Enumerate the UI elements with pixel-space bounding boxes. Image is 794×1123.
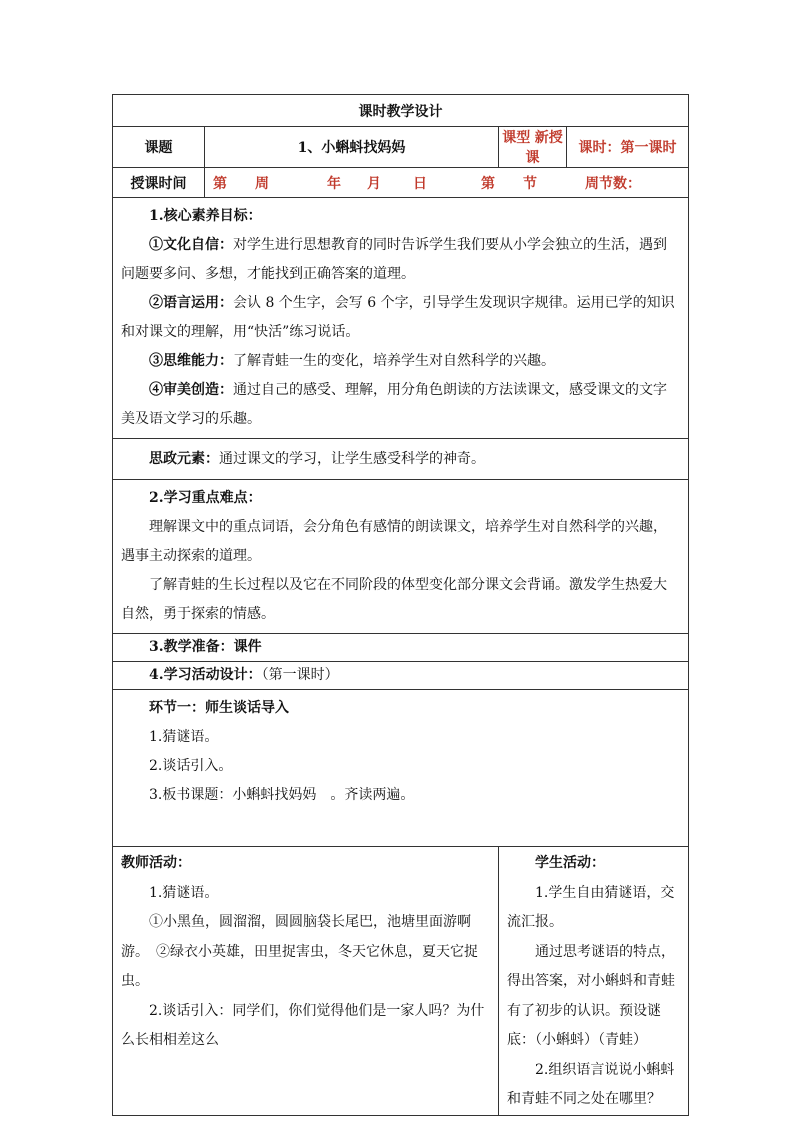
student-paragraph: 通过思考谜语的特点，得出答案，对小蝌蚪和青蛙有了初步的认识。预设谜底：（小蝌蚪）（青蛙） — [507, 943, 675, 1048]
ideology-label: 思政元素： — [149, 450, 219, 467]
list-item: 3.板书课题：小蝌蚪找妈妈 。齐读两遍。 — [149, 787, 415, 803]
ideology-section — [113, 439, 689, 480]
section-one — [113, 690, 689, 847]
page-title: 课时教学设计 — [113, 95, 689, 127]
time-day: 日 — [413, 175, 427, 192]
student-heading: 学生活动： — [535, 855, 605, 871]
ideology-text: 通过课文的学习，让学生感受科学的神奇。 — [219, 450, 485, 467]
goal-item: ①文化自信：对学生进行思想教育的同时告诉学生我们要从小学会独立的生活，遇到问题要多问、多想，才能找到正确答案的道理。 — [121, 237, 667, 282]
section-one-heading: 环节一：师生谈话导入 — [149, 700, 289, 716]
keypoints-section — [113, 480, 689, 634]
lesson-type — [499, 127, 567, 168]
list-item: 2.谈话引入。 — [149, 758, 233, 774]
period-value: 课时：第一课时 — [567, 127, 689, 168]
time-weekday: 周节数： — [585, 175, 641, 192]
lesson-title: 1、小蝌蚪找妈妈 — [205, 127, 499, 168]
goal-item: ②语言运用：会认 8 个生字，会写 6 个字，引导学生发现识字规律。运用已学的知识和对课文的理解，用“快活”练习说话。 — [121, 295, 675, 340]
topic-label: 课题 — [113, 127, 205, 168]
type-value: 新授课 — [525, 130, 563, 166]
time-row — [205, 168, 689, 198]
student-paragraph: 2.组织语言说说小蝌蚪和青蛙不同之处在哪里？ — [507, 1061, 675, 1107]
core-goals-section — [113, 198, 689, 439]
student-activity — [499, 847, 689, 1116]
time-label: 授课时间 — [113, 168, 205, 198]
keypoints-heading: 2.学习重点难点： — [149, 490, 262, 506]
type-label: 课型 — [502, 130, 531, 146]
time-month: 月 — [367, 175, 381, 192]
design-value: （第一课时） — [261, 667, 339, 683]
teacher-paragraph: 1.猜谜语。 — [149, 884, 219, 901]
time-year: 年 — [327, 175, 341, 192]
design-label: 4.学习活动设计： — [149, 667, 262, 683]
prep-value: 课件 — [233, 639, 262, 655]
list-item: 1.猜谜语。 — [149, 729, 219, 745]
lesson-plan-table — [112, 94, 689, 1116]
prep-section — [113, 634, 689, 662]
teacher-paragraph: 2.谈话引入：同学们，你们觉得他们是一家人吗？为什么长相相差这么 — [121, 1002, 485, 1048]
time-section: 第 节 — [481, 175, 537, 192]
goals-heading: 1.核心素养目标： — [149, 208, 262, 224]
lesson-plan-sheet — [112, 94, 688, 1116]
student-paragraph: 1.学生自由猜谜语，交流汇报。 — [507, 884, 675, 930]
keypoints-paragraph: 了解青蛙的生长过程以及它在不同阶段的体型变化部分课文会背诵。激发学生热爱大自然，勇于探索的情感。 — [121, 577, 667, 622]
teacher-heading: 教师活动： — [121, 855, 191, 871]
teacher-activity — [113, 847, 499, 1116]
prep-label: 3.教学准备： — [149, 639, 234, 655]
time-week: 第 周 — [213, 175, 269, 192]
teacher-paragraph: ①小黑鱼，圆溜溜，圆圆脑袋长尾巴，池塘里面游啊游。 ②绿衣小英雄，田里捉害虫，冬天它休息，夏天它捉虫。 — [121, 914, 478, 989]
keypoints-paragraph: 理解课文中的重点词语，会分角色有感情的朗读课文，培养学生对自然科学的兴趣，遇事主动探索的道理。 — [121, 519, 667, 564]
goal-item: ④审美创造：通过自己的感受、理解，用分角色朗读的方法读课文，感受课文的文字美及语文学习的乐趣。 — [121, 382, 667, 427]
goal-item: ③思维能力：了解青蛙一生的变化，培养学生对自然科学的兴趣。 — [149, 353, 555, 369]
design-section — [113, 662, 689, 690]
